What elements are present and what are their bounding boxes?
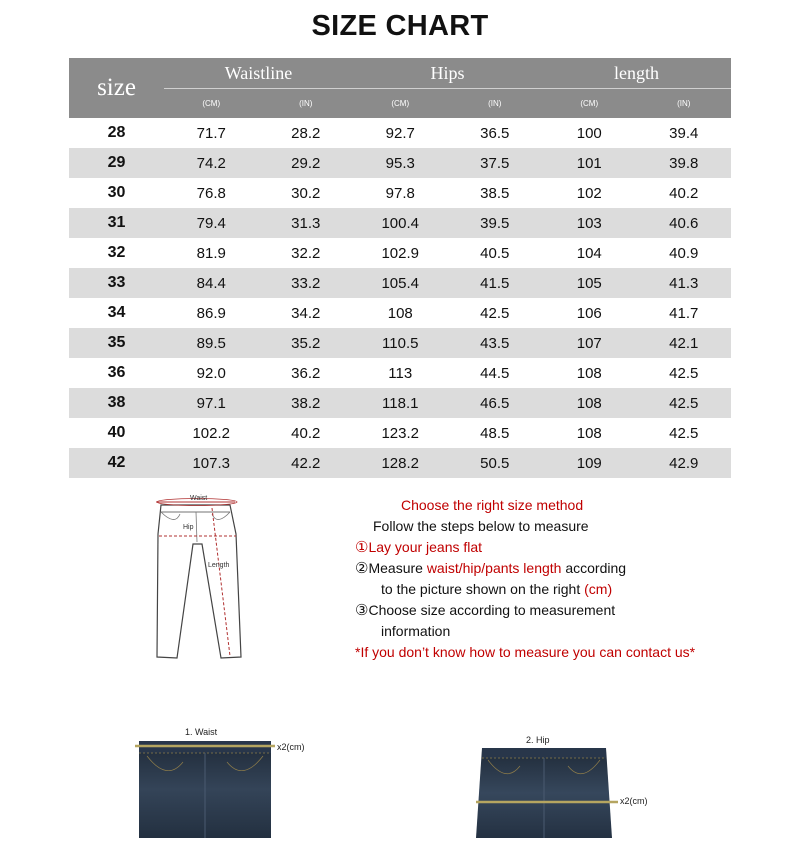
- measurement-cell: 40.9: [669, 244, 699, 262]
- measurement-cell: 108: [542, 388, 637, 418]
- measurement-cell: 39.4: [669, 124, 699, 142]
- measurement-cell: 38.2: [259, 388, 354, 418]
- measurement-cell: 108: [576, 424, 602, 442]
- measurement-cell: 100: [576, 124, 602, 142]
- size-cell: 33: [69, 268, 164, 298]
- measurement-cell: 108: [576, 364, 602, 382]
- length-header: length: [542, 58, 731, 89]
- measurement-cell: 33.2: [259, 268, 354, 298]
- size-cell: 34: [107, 304, 126, 321]
- measurement-cell: 38.5: [480, 184, 510, 202]
- measurement-cell: 106: [576, 304, 602, 322]
- step1-number-icon: ①: [355, 539, 369, 556]
- size-cell: 42: [69, 448, 164, 478]
- table-row: [69, 448, 731, 478]
- measurement-cell: 32.2: [291, 244, 321, 262]
- measurement-cell: 41.7: [669, 304, 699, 322]
- measurement-cell: 50.5: [448, 448, 543, 478]
- measurement-cell: 89.5: [164, 328, 259, 358]
- size-cell: 38: [69, 388, 164, 418]
- measurement-cell: 74.2: [164, 148, 259, 178]
- step1-text: Lay your jeans flat: [368, 539, 483, 555]
- step2-suffix: according: [561, 560, 627, 576]
- measurement-cell: 81.9: [196, 244, 226, 262]
- size-chart-table: [69, 58, 731, 478]
- measurement-cell: 42.9: [637, 448, 732, 478]
- unit-label: (IN): [259, 89, 354, 119]
- step2-number-icon: ②: [355, 560, 369, 577]
- measurement-cell: 102: [576, 184, 602, 202]
- measurement-cell: 36.5: [480, 124, 510, 142]
- length-label: Length: [208, 562, 230, 569]
- measurement-cell: 46.5: [448, 388, 543, 418]
- measurement-cell: 123.2: [381, 424, 420, 442]
- size-cell: 35: [69, 328, 164, 358]
- measurement-cell: 105.4: [353, 268, 448, 298]
- measurement-cell: 86.9: [196, 304, 226, 322]
- measurement-cell: 105: [542, 268, 637, 298]
- hip-caption: 2. Hip: [526, 735, 550, 745]
- size-cell: 31: [69, 208, 164, 238]
- measurement-cell: 36.2: [291, 364, 321, 382]
- measurement-cell: 40.2: [291, 424, 321, 442]
- table-row: [69, 178, 731, 208]
- waistline-header: Waistline: [164, 58, 353, 89]
- measurement-cell: 95.3: [353, 148, 448, 178]
- measurement-cell: 28.2: [291, 124, 321, 142]
- hip-note: x2(cm): [620, 796, 648, 806]
- measurement-cell: 41.3: [637, 268, 732, 298]
- unit-label: (IN): [637, 89, 732, 119]
- measurement-cell: 42.1: [637, 328, 732, 358]
- step2-unit: (cm): [584, 581, 613, 597]
- measurement-cell: 100.4: [353, 208, 448, 238]
- measurement-cell: 107: [542, 328, 637, 358]
- hip-photo: [474, 732, 664, 838]
- table-row: [69, 148, 731, 178]
- table-row: [69, 328, 731, 358]
- table-row: [69, 118, 731, 148]
- table-row: [69, 298, 731, 328]
- size-column-header: size: [69, 58, 164, 118]
- table-row: [69, 208, 731, 238]
- measurement-cell: 43.5: [448, 328, 543, 358]
- measurement-cell: 107.3: [164, 448, 259, 478]
- step2-line2: to the picture shown on the right: [381, 581, 585, 597]
- measurement-cell: 37.5: [448, 148, 543, 178]
- table-row: [69, 238, 731, 268]
- table-row: [69, 268, 731, 298]
- measurement-cell: 109: [542, 448, 637, 478]
- measurement-cell: 97.1: [164, 388, 259, 418]
- measurement-cell: 35.2: [259, 328, 354, 358]
- size-cell: 30: [107, 184, 126, 201]
- measurement-cell: 48.5: [480, 424, 510, 442]
- measurement-cell: 71.7: [196, 124, 226, 142]
- step3-line1: Choose size according to measurement: [368, 602, 616, 618]
- waist-caption: 1. Waist: [185, 727, 218, 737]
- measurement-cell: 42.5: [669, 364, 699, 382]
- contact-note: *If you don’t know how to measure you can contact us*: [355, 644, 696, 660]
- measurement-cell: 39.8: [637, 148, 732, 178]
- method-intro: Follow the steps below to measure: [373, 518, 589, 534]
- unit-label: (IN): [448, 89, 543, 119]
- hips-header: Hips: [353, 58, 542, 89]
- measurement-cell: 92.7: [385, 124, 415, 142]
- measurement-cell: 42.5: [669, 424, 699, 442]
- measurement-cell: 97.8: [385, 184, 415, 202]
- measurement-cell: 128.2: [353, 448, 448, 478]
- measurement-cell: 103: [542, 208, 637, 238]
- measurement-cell: 76.8: [196, 184, 226, 202]
- hip-label: Hip: [183, 524, 194, 531]
- measurement-cell: 34.2: [291, 304, 321, 322]
- measurement-cell: 41.5: [448, 268, 543, 298]
- measurement-cell: 108: [387, 304, 413, 322]
- measurement-cell: 42.2: [259, 448, 354, 478]
- size-cell: 28: [107, 124, 126, 141]
- step3-line2: information: [381, 623, 451, 639]
- jeans-measurement-diagram: [150, 492, 250, 664]
- unit-label: (CM): [542, 89, 637, 119]
- size-cell: 29: [69, 148, 164, 178]
- measurement-cell: 39.5: [448, 208, 543, 238]
- measurement-cell: 110.5: [353, 328, 448, 358]
- page-title: SIZE CHART: [311, 10, 489, 42]
- measurement-cell: 40.6: [637, 208, 732, 238]
- measurement-cell: 31.3: [259, 208, 354, 238]
- size-cell: 36: [107, 364, 126, 381]
- method-heading: Choose the right size method: [401, 497, 584, 513]
- table-row: [69, 358, 731, 388]
- measurement-cell: 79.4: [164, 208, 259, 238]
- measurement-cell: 113: [388, 364, 413, 382]
- waist-note: x2(cm): [277, 742, 305, 752]
- measurement-cell: 84.4: [164, 268, 259, 298]
- measurement-cell: 40.5: [480, 244, 510, 262]
- measurement-cell: 29.2: [259, 148, 354, 178]
- measurement-cell: 102.2: [192, 424, 231, 442]
- step3-number-icon: ③: [355, 602, 369, 619]
- measurement-cell: 42.5: [637, 388, 732, 418]
- table-row: [69, 418, 731, 448]
- unit-label: (CM): [164, 89, 259, 119]
- measurement-cell: 92.0: [196, 364, 226, 382]
- table-row: [69, 388, 731, 418]
- measurement-cell: 30.2: [291, 184, 321, 202]
- measurement-cell: 104: [576, 244, 602, 262]
- measurement-cell: 40.2: [669, 184, 699, 202]
- measurement-cell: 102.9: [381, 244, 420, 262]
- size-cell: 32: [107, 244, 126, 261]
- measurement-cell: 118.1: [353, 388, 448, 418]
- step2-prefix: Measure: [368, 560, 427, 576]
- measurement-instructions: [355, 495, 735, 663]
- size-cell: 40: [107, 424, 126, 441]
- measurement-cell: 42.5: [480, 304, 510, 322]
- step2-highlight: waist/hip/pants length: [426, 560, 562, 576]
- waist-photo: [135, 722, 335, 838]
- measurement-cell: 101: [542, 148, 637, 178]
- waist-label: Waist: [190, 495, 208, 502]
- measurement-cell: 44.5: [480, 364, 510, 382]
- unit-label: (CM): [353, 89, 448, 119]
